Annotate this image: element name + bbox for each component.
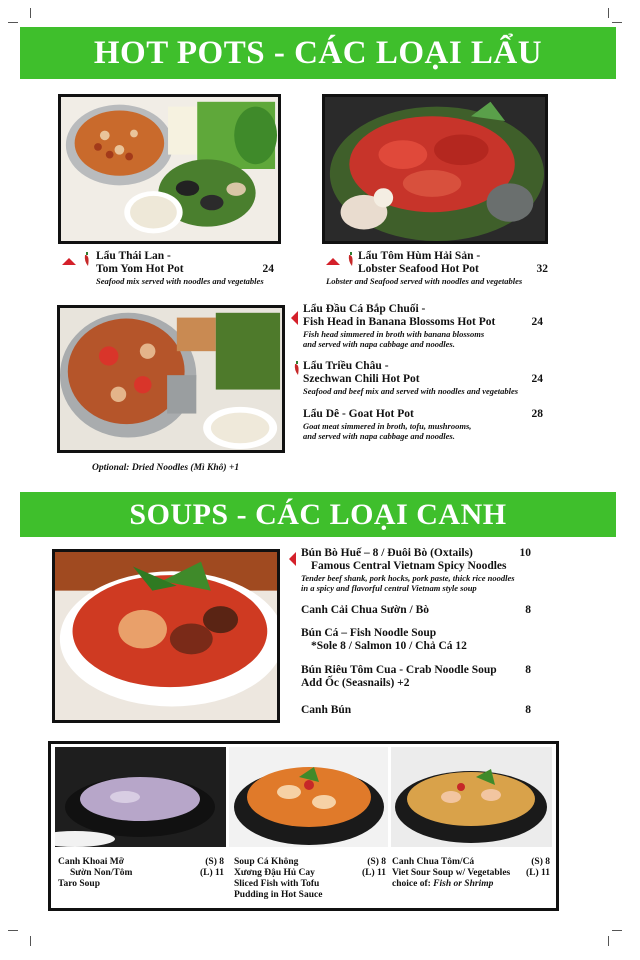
item-description: Lobster and Seafood served with noodles and vegetables [326, 276, 523, 286]
small-soup-price: (S) 8 [531, 857, 550, 867]
small-soup-line: Soup Cá Không [234, 857, 299, 867]
item-name-en: Szechwan Chili Hot Pot [303, 373, 420, 385]
soups-banner: SOUPS - CÁC LOẠI CANH [20, 492, 616, 537]
item-name-en: Lobster Seafood Hot Pot [358, 263, 479, 275]
small-soup-price: (S) 8 [367, 857, 386, 867]
soup-description: Tender beef shank, pork hocks, pork paste, thick rice noodles [301, 573, 515, 583]
small-soup-line: Sliced Fish with Tofu [234, 879, 320, 889]
small-soup-line: Taro Soup [58, 879, 100, 889]
soup-name: Bún Bò Huế – 8 / Đuôi Bò (Oxtails) [301, 547, 473, 559]
soup-name: Canh Bún [301, 704, 352, 716]
crop-mark [30, 8, 31, 18]
small-soup-line: Sườn Non/Tôm [70, 868, 133, 878]
spicy-marker-icon [62, 258, 76, 265]
optional-noodles-note: Optional: Dried Noodles (Mì Khô) +1 [92, 463, 240, 473]
fish-tofu-soup-photo [229, 747, 388, 847]
taro-soup-photo [55, 747, 226, 847]
soup-price: 10 [519, 547, 531, 559]
soup-name: Bún Riêu Tôm Cua - Crab Noodle Soup [301, 664, 497, 676]
menu-item-lobster [326, 250, 552, 286]
soup-name: Bún Cá – Fish Noodle Soup [301, 627, 437, 639]
soup-price: 8 [525, 664, 531, 676]
menu-item-goat [303, 408, 543, 441]
small-soup-choice-value: Fish or Shrimp [433, 879, 494, 889]
fish-head-hot-pot-photo [57, 305, 285, 453]
small-soup-line: Pudding in Hot Sauce [234, 890, 323, 900]
item-description: Seafood mix served with noodles and vegetables [96, 276, 264, 286]
small-soup-line: Canh Chua Tôm/Cá [392, 857, 475, 867]
soup-item-bun-rieu [301, 664, 531, 690]
soup-name: Canh Cải Chua Sườn / Bò [301, 604, 429, 616]
item-description: Seafood and beef mix and served with noodles and vegetables [303, 386, 519, 396]
chili-pepper-icon [348, 252, 354, 266]
item-description: and served with napa cabbage and noodles. [303, 339, 455, 349]
small-soup-choice-label: choice of: [392, 879, 434, 889]
bun-bo-hue-photo [52, 549, 280, 723]
item-price: 24 [531, 316, 543, 328]
small-soup-line: Xương Đậu Hủ Cay [234, 868, 315, 878]
soup-item-bun-bo-hue [301, 547, 531, 593]
small-soup-line: Viet Sour Soup w/ Vegetables [392, 868, 511, 878]
hot-pots-banner: HOT POTS - CÁC LOẠI LẨU [20, 27, 616, 79]
small-soup-price: (L) 11 [525, 868, 550, 878]
item-price: 24 [531, 373, 543, 385]
item-name: Lẩu Dê - Goat Hot Pot [303, 408, 414, 420]
menu-item-fish-head [303, 303, 543, 349]
soup-item-bun-ca [301, 627, 531, 653]
crop-mark [612, 22, 622, 23]
tom-yom-hot-pot-photo [58, 94, 281, 244]
chili-pepper-icon [294, 361, 300, 375]
crop-mark [30, 936, 31, 946]
soup-price: 8 [525, 704, 531, 716]
soup-item-canh-bun [301, 704, 531, 717]
lobster-seafood-hot-pot-photo [322, 94, 548, 244]
item-description: Goat meat simmered in broth, tofu, mushrooms, [303, 421, 472, 431]
item-name-vi: Lẩu Triều Châu - [303, 360, 389, 372]
crop-mark [608, 936, 609, 946]
soup-options: *Sole 8 / Salmon 10 / Chả Cá 12 [311, 640, 467, 652]
item-name-vi: Lẩu Tôm Hùm Hải Sản - [358, 250, 481, 262]
viet-sour-soup-photo [391, 747, 552, 847]
spicy-marker-icon [291, 311, 298, 325]
menu-item-tom-yom [96, 250, 286, 286]
soup-price: 8 [525, 604, 531, 616]
chili-pepper-icon [84, 252, 90, 266]
soup-subtitle: Famous Central Vietnam Spicy Noodles [311, 560, 507, 572]
crop-mark [8, 930, 18, 931]
menu-item-szechwan [303, 360, 543, 396]
item-description: and served with napa cabbage and noodles. [303, 431, 455, 441]
item-price: 24 [262, 263, 274, 275]
taro-soup-item [58, 857, 224, 890]
crop-mark [608, 8, 609, 18]
spicy-marker-icon [326, 258, 340, 265]
soup-description: in a spicy and flavorful central Vietnam style soup [301, 583, 477, 593]
spicy-marker-icon [289, 552, 296, 566]
soup-item-canh-cai-chua [301, 604, 531, 617]
item-name-en: Fish Head in Banana Blossoms Hot Pot [303, 316, 496, 328]
item-name-vi: Lẩu Thái Lan - [96, 250, 171, 262]
small-soup-price: (L) 11 [199, 868, 224, 878]
crop-mark [8, 22, 18, 23]
small-soup-price: (L) 11 [361, 868, 386, 878]
item-name-vi: Lẩu Đầu Cá Bắp Chuối - [303, 303, 426, 315]
item-price: 32 [536, 263, 548, 275]
small-soup-line: Canh Khoai Mỡ [58, 857, 124, 867]
item-price: 28 [531, 408, 543, 420]
crop-mark [612, 930, 622, 931]
small-soup-price: (S) 8 [205, 857, 224, 867]
item-name-en: Tom Yom Hot Pot [96, 263, 184, 275]
fish-tofu-soup-item [234, 857, 386, 901]
item-description: Fish head simmered in broth with banana blossoms [303, 329, 485, 339]
soup-addon: Add Ốc (Seasnails) +2 [301, 677, 410, 689]
viet-sour-soup-item [392, 857, 550, 890]
